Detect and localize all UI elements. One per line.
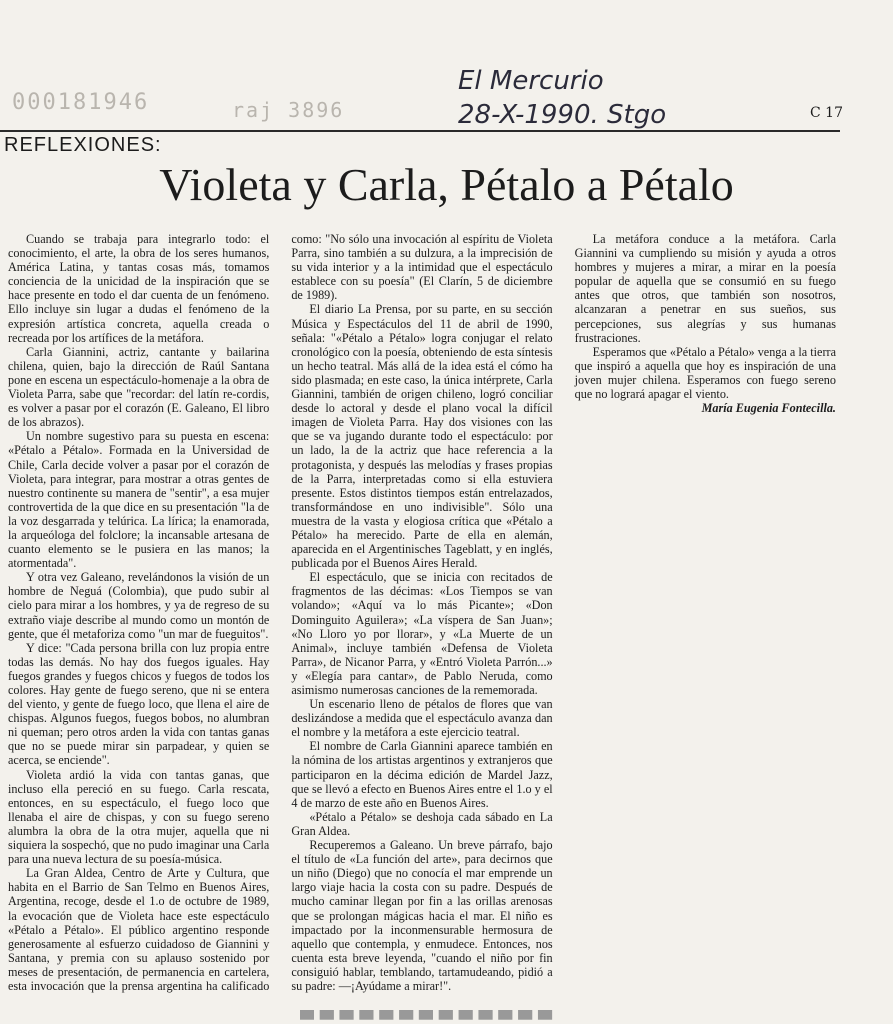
paragraph: Violeta ardió la vida con tantas ganas, que incluso ella pereció en su fuego. Carla rescata, entonces, en su espectáculo, el fuego loco que llenaba el aire de chispas, y con su fuego sereno alumbra la obra de la otra mujer, aquella que ni siquiera la sospechó, que no pudo imaginar una Carla para una nueva lectura de su poesía-música. — [8, 767, 270, 867]
paragraph: Y dice: "Cada persona brilla con luz propia entre todas las demás. No hay dos fuegos iguales. Hay fuegos grandes y fuegos chicos y fuegos de todos los colores. Hay gente de fuego sereno, que ni se entera del viento, y gente de fuego loco, que llena el aire de chispas. Algunos fuegos, fuegos bobos, no alumbran ni queman; pero otros arden la vida con tantas ganas que no se puede mirar sin parpadear, y quien se acerca, se enciende". — [8, 640, 270, 768]
paragraph: Un nombre sugestivo para su puesta en escena: «Pétalo a Pétalo». Formada en la Universidad de Chile, Carla decide volver a pasar por el corazón de Violeta, para integrar, para mostrar a otras gentes de nuestro continente su manera de "sentir", a esa mujer controvertida de la que dice en su presentación "la de la voz desgarrada y telúrica. La lírica; la enamorada, la arqueóloga del folclore; la incansable artesana de cuanto elemento se le pusiera en las manos; la atormentada". — [8, 429, 270, 571]
paragraph: El espectáculo, que se inicia con recitados de fragmentos de las décimas: «Los Tiempos se van volando»; «Aquí va lo más Picante»; «Don Dominguito Aguilera»; «La víspera de San Juan»; «No Lloro yo por llorar», y «La Muerte de un Animal», incluye también «Defensa de Violeta Parra», de Nicanor Parra, y «Entró Violeta Parrón...» y «Elegía para cantar», de Pablo Neruda, como asimismo numerosas canciones de la rememorada. — [291, 570, 553, 697]
archive-stamp-number: 000181946 — [12, 90, 150, 115]
handwritten-source: El Mercurio — [458, 66, 604, 96]
paragraph: El nombre de Carla Giannini aparece también en la nómina de los artistas argentinos y extranjeros que participaron en la décima edición de Mardel Jazz, que se llevó a efecto en Buenos Aires entre el 1.o y el 4 de marzo de este año en Buenos Aires. — [291, 739, 553, 810]
paragraph: Un escenario lleno de pétalos de flores que van deslizándose a medida que el espectáculo avanza dan el nombre y la metáfora a este ejercicio teatral. — [291, 697, 553, 740]
section-label: REFLEXIONES: — [4, 134, 162, 156]
paragraph: La metáfora conduce a la metáfora. Carla Giannini va cumpliendo su misión y ayuda a otros hombres y mujeres a mirar, a mirar en la poesía popular de aquella que se consumió en su fuego antes que otros, que también son nosotros, alcanzaran a penetrar en sus sueños, sus percepciones, sus alegrías y sus humanas frustraciones. — [574, 232, 836, 345]
paragraph: Carla Giannini, actriz, cantante y bailarina chilena, quien, bajo la dirección de Raúl Santana pone en escena un espectáculo-homenaje a la obra de Violeta Parra, sabe que "recordar: del latín re-cordis, es volver a pasar por el corazón (E. Galeano, El libro de los abrazos). — [8, 344, 270, 430]
paragraph: «Pétalo a Pétalo» se deshoja cada sábado en La Gran Aldea. — [291, 809, 553, 838]
paragraph: Esperamos que «Pétalo a Pétalo» venga a la tierra que inspiró a aquella que hoy es inspiración de una joven mujer chilena. Esperamos con fuego sereno que no logrará apagar el viento. — [574, 344, 836, 402]
archive-code-stamp: raj 3896 — [232, 98, 345, 122]
page-number: C 17 — [810, 105, 843, 121]
paragraph: La Gran Aldea, Centro de Arte y Cultura, que habita en el Barrio de San Telmo en Buenos Aires, Argentina, recoge, desde el 1.o de octubre de 1989, la evocación que de Violeta hace este espectáculo «Pétalo a Pétalo». El público argentino responde generosamente al esfuerzo cuidadoso de Giannini y Santana, y premia con su aplauso sostenido por meses de presentación, de permanencia en cartelera, esta invocación que la prensa argentina ha calificado como: "No sólo una invocación al espíritu de Violeta Parra, sino también a su dulzura, a la imprecisión de su vida interior y a la intimidad que el espectáculo establece con su poesía" (El Clarín, 5 de diciembre de 1989). — [8, 232, 553, 993]
paragraph: Cuando se trabaja para integrarlo todo: el conocimiento, el arte, la obra de los seres humanos, América Latina, y tantas cosas más, tomamos conciencia de la unicidad de la inspiración que se hace presente en todo el dar cuenta de un fenómeno. Ello incluye sin lugar a dudas el fenómeno de la expresión artística concreta, aquella creada o recreada por los artífices de la metáfora. — [8, 232, 270, 345]
paragraph: El diario La Prensa, por su parte, en su sección Música y Espectáculos del 11 de abril de 1990, señala: "«Pétalo a Pétalo» logra conjugar el relato cronológico con la poesía, obteniendo de esta síntesis un hecho teatral. Más allá de la idea está el cómo ha sido plasmada; en este caso, la única intérprete, Carla Giannini, también de origen chileno, logró conciliar desde lo actoral y desde el plano vocal la difícil imagen de Violeta Parra. Hay dos visiones con las que se va jugando durante todo el espectáculo: por un lado, la de la actriz que hace referencia a la protagonista, y después las melodías y frases propias de la Parra, interpretadas como si ella estuviera presente. Estos distintos tiempos están entrelazados, transformándose en uno indivisible". Sólo una muestra de la vasta y elogiosa crítica que «Pétalo a Pétalo» ha merecido. Parte de ella en alemán, aparecida en el Argentinisches Tageblatt, y en inglés, publicada por el Buenos Aires Herald. — [291, 302, 553, 571]
header-rule — [0, 130, 840, 132]
paragraph: Y otra vez Galeano, revelándonos la visión de un hombre de Neguá (Colombia), que pudo subir al cielo para mirar a los hombres, y ya de regreso de su extraño viaje describe al mundo como un montón de gente, que él metaforiza como "un mar de fueguitos". — [8, 570, 270, 641]
byline: María Eugenia Fontecilla. — [701, 401, 836, 416]
next-article-edge: ▀▀▀▀▀▀▀▀▀▀▀▀▀ — [300, 1010, 558, 1024]
paragraph: Recuperemos a Galeano. Un breve párrafo, bajo el título de «La función del arte», para decirnos que un niño (Diego) que no conocía el mar emprende un largo viaje hacia la costa con su padre. Después de mucho caminar llegan por fin a las orillas arenosas que se prolongan mágicas hacia el mar. El niño es impactado por la inconmensurable hermosura de aquello que contempla, y enmudece. Entonces, nos cuenta esta breve leyenda, "cuando el niño por fin consiguió hablar, temblando, tartamudeando, pidió a su padre: —¡Ayúdame a mirar!". — [291, 838, 553, 993]
handwritten-date: 28-X-1990. Stgo — [458, 100, 667, 130]
article-body — [8, 232, 836, 1007]
article-headline: Violeta y Carla, Pétalo a Pétalo — [159, 159, 734, 210]
